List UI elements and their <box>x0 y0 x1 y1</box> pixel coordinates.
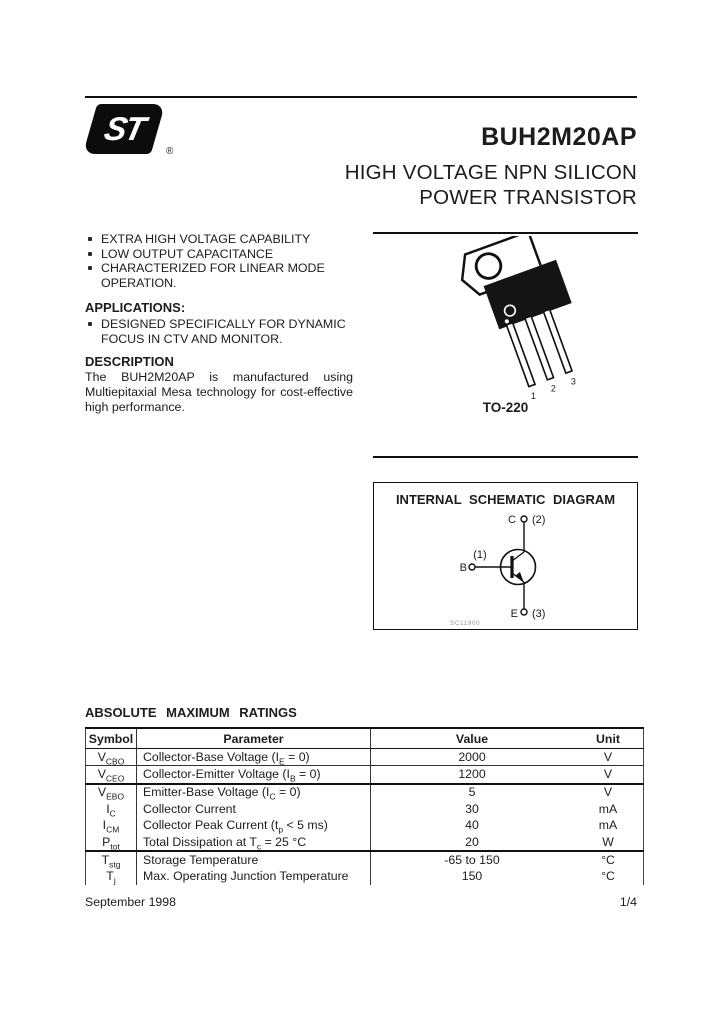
application-item <box>88 317 360 346</box>
symbol-cell: $P_{tot}$ <box>86 834 137 851</box>
column-header-symbol: Symbol <box>86 728 137 749</box>
table-row <box>86 818 644 834</box>
part-number: BUH2M20AP <box>481 123 637 151</box>
collector-terminal-icon <box>521 516 527 522</box>
value-cell: 1200 <box>458 767 486 782</box>
parameter-cell: Collector Peak Current ($t_p < 5$ ms) <box>137 818 371 834</box>
st-logo-mark: ST <box>101 110 148 147</box>
top-rule <box>85 96 637 98</box>
application-line: FOCUS IN CTV AND MONITOR. <box>101 331 283 346</box>
parameter-cell: Emitter-Base Voltage $(I_C = 0)$ <box>137 784 371 801</box>
parameter-cell: Max. Operating Junction Temperature <box>137 869 371 885</box>
schematic-title: INTERNAL SCHEMATIC DIAGRAM <box>395 492 616 507</box>
collector-pin-label: (2) <box>532 514 546 526</box>
base-terminal-icon <box>469 564 475 570</box>
table-row <box>86 784 644 801</box>
parameter-cell: Collector-Base Voltage $(I_E = 0)$ <box>137 749 371 766</box>
st-logo <box>83 104 165 154</box>
parameter-cell: Collector Current <box>137 801 371 817</box>
ratings-title: ABSOLUTE MAXIMUM RATINGS <box>85 705 297 720</box>
feature-line: EXTRA HIGH VOLTAGE CAPABILITY <box>101 232 311 246</box>
package-caption: TO-220 <box>482 400 529 415</box>
symbol-cell: $V_{CEO}$ <box>86 766 137 784</box>
schematic-code: SC11900 <box>450 620 481 627</box>
column-header-value: Value <box>455 731 489 746</box>
unit-cell: V <box>603 767 613 782</box>
value-cell: 5 <box>468 785 476 800</box>
emitter-pin-label: (3) <box>532 608 546 620</box>
column-header-parameter: Parameter <box>137 728 371 749</box>
application-line: DESIGNED SPECIFICALLY FOR DYNAMIC <box>101 317 346 331</box>
symbol-cell: $I_C$ <box>86 801 137 817</box>
unit-cell: °C <box>601 869 615 884</box>
parameter-cell: Collector-Emitter Voltage $(I_B = 0)$ <box>137 766 371 784</box>
unit-cell: V <box>603 785 613 800</box>
feature-line: CHARACTERIZED FOR LINEAR MODE <box>101 261 325 276</box>
footer-page-number: 1/4 <box>619 895 637 909</box>
bullet-icon <box>88 252 92 256</box>
pin-1-label: 1 <box>530 390 536 401</box>
feature-item <box>88 261 360 290</box>
unit-cell: mA <box>598 818 618 833</box>
table-row <box>86 766 644 784</box>
applications-heading: APPLICATIONS: <box>85 300 186 315</box>
pin-3-label: 3 <box>570 376 576 387</box>
feature-item <box>88 232 360 247</box>
applications-list <box>88 317 360 346</box>
description-heading: DESCRIPTION <box>85 354 174 369</box>
symbol-cell: $T_j$ <box>86 869 137 885</box>
symbol-cell: $I_{CM}$ <box>86 818 137 834</box>
ratings-table <box>85 727 644 885</box>
value-cell: 40 <box>465 818 479 833</box>
value-cell: 30 <box>465 801 479 816</box>
feature-line: LOW OUTPUT CAPACITANCE <box>101 246 274 261</box>
table-header-row <box>86 728 644 749</box>
registered-trademark-icon: ® <box>166 146 174 157</box>
table-row <box>86 851 644 868</box>
footer-date: September 1998 <box>85 895 176 909</box>
title-line-2: POWER TRANSISTOR <box>419 186 637 209</box>
unit-cell: mA <box>598 801 618 816</box>
collector-label: C <box>508 514 516 526</box>
emitter-label: E <box>510 608 518 620</box>
unit-cell: °C <box>601 853 615 868</box>
table-row <box>86 749 644 766</box>
symbol-cell: $V_{EBO}$ <box>86 784 137 801</box>
schematic-panel <box>373 482 638 630</box>
value-cell: 2000 <box>458 749 486 764</box>
table-row <box>86 869 644 885</box>
table-row <box>86 834 644 851</box>
emitter-terminal-icon <box>521 609 527 615</box>
package-panel-bottom-rule <box>373 456 638 458</box>
page-title <box>345 160 637 210</box>
table-row <box>86 801 644 817</box>
unit-cell: V <box>603 749 613 764</box>
bullet-icon <box>88 237 92 241</box>
base-pin-label: (1) <box>473 549 487 561</box>
description-body: The BUH2M20AP is manufactured using Multiepitaxial Mesa technology for cost-effective high performance. <box>85 370 353 415</box>
symbol-cell: $V_{CBO}$ <box>86 749 137 766</box>
column-header-unit: Unit <box>596 731 620 746</box>
bullet-icon <box>88 322 92 326</box>
value-cell: -65 to 150 <box>444 853 500 868</box>
package-panel-top-rule <box>373 232 638 234</box>
value-cell: 20 <box>465 834 479 849</box>
feature-line: OPERATION. <box>101 275 177 290</box>
pin-2-label: 2 <box>550 383 556 394</box>
npn-transistor-schematic <box>374 505 636 629</box>
symbol-cell: $T_{stg}$ <box>86 851 137 868</box>
parameter-cell: Total Dissipation at $T_c = 25$ °C <box>137 834 371 851</box>
bullet-icon <box>88 266 92 270</box>
value-cell: 150 <box>461 869 483 884</box>
to-220-package-image <box>373 236 638 418</box>
feature-item <box>88 247 360 262</box>
features-list <box>88 232 360 290</box>
title-line-1: HIGH VOLTAGE NPN SILICON <box>344 161 637 184</box>
parameter-cell: Storage Temperature <box>137 851 371 868</box>
base-label: B <box>459 562 467 574</box>
unit-cell: W <box>602 834 614 849</box>
